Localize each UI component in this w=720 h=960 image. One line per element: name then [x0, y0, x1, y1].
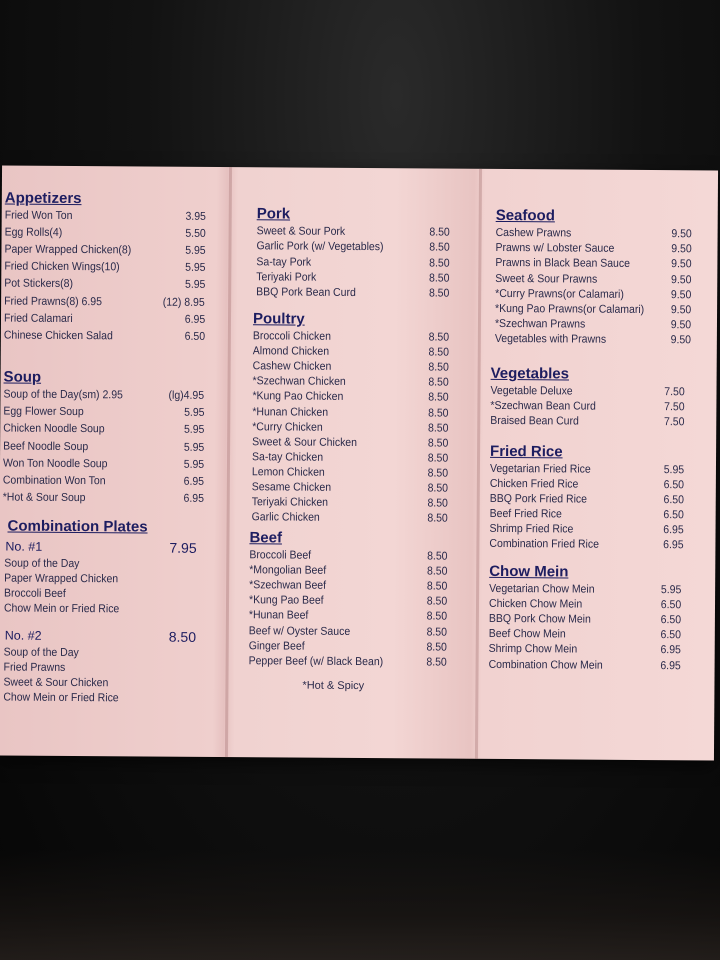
menu-item-name: Fried Won Ton	[4, 209, 73, 223]
chow-mein-title: Chow Mein	[489, 562, 569, 581]
menu-item-price: (12) 8.95	[163, 296, 206, 309]
menu-item-name: *Szechwan Bean Curd	[490, 400, 596, 413]
menu-item-name: Shrimp Chow Mein	[488, 643, 578, 656]
combo-plate-label: No. #2	[4, 628, 42, 643]
combo-plate-item: Broccoli Beef	[4, 587, 66, 600]
menu-item-name: Chicken Noodle Soup	[3, 422, 105, 436]
menu-item-price: 6.95	[660, 644, 681, 657]
menu-item-name: Beef w/ Oyster Sauce	[248, 624, 351, 638]
soup-title: Soup	[3, 368, 42, 386]
menu-item-name: BBQ Pork Bean Curd	[256, 286, 356, 300]
appetizers-title: Appetizers	[4, 189, 82, 208]
seafood-title: Seafood	[495, 206, 555, 225]
menu-item-name: *Curry Prawns(or Calamari)	[495, 287, 624, 301]
menu-item-price: 5.95	[184, 262, 206, 275]
menu-item-name: Beef Noodle Soup	[3, 440, 89, 453]
menu-item-name: Vegetarian Fried Rice	[489, 462, 591, 476]
menu-item-name: *Szechwan Beef	[249, 579, 327, 592]
menu-item-name: Garlic Pork (w/ Vegetables)	[256, 240, 384, 254]
menu-item-price: 6.50	[663, 494, 684, 507]
menu-item-price: 7.50	[664, 386, 685, 399]
menu-item-name: Sa-tay Pork	[256, 255, 312, 269]
menu-item-name: Fried Prawns(8) 6.95	[4, 295, 103, 308]
menu-item-price: 6.95	[183, 492, 204, 506]
menu-item-name: Almond Chicken	[252, 345, 330, 358]
menu-item-price: 8.50	[427, 437, 449, 450]
menu-item-price: 9.50	[670, 304, 692, 317]
menu-item-price: 6.95	[184, 313, 206, 326]
poultry-title: Poultry	[252, 310, 305, 328]
menu-item-name: Egg Flower Soup	[3, 405, 84, 419]
menu-item-price: 8.50	[427, 512, 448, 525]
pork-title: Pork	[256, 205, 291, 223]
menu-item-name: Fried Chicken Wings(10)	[4, 260, 120, 274]
menu-item-name: Sa-tay Chicken	[251, 451, 324, 464]
menu-item-name: *Szechwan Prawns	[494, 318, 586, 331]
menu-item-price: 6.95	[660, 659, 681, 672]
menu-item-name: *Szechwan Chicken	[252, 375, 346, 389]
menu-item-name: Shrimp Fried Rice	[489, 522, 574, 536]
menu-item-price: 6.95	[183, 475, 204, 488]
menu-item-name: Beef Chow Mein	[488, 628, 566, 641]
combination-plates-title: Combination Plates	[7, 517, 148, 536]
combo-plate-item: Paper Wrapped Chicken	[4, 572, 119, 586]
menu-item-price: 9.50	[671, 243, 692, 256]
menu-item-price: 6.95	[662, 539, 684, 552]
menu-item-name: Ginger Beef	[248, 639, 305, 653]
beef-title: Beef	[249, 529, 283, 547]
menu-item-name: Broccoli Chicken	[252, 330, 331, 343]
menu-item-name: Chinese Chicken Salad	[3, 329, 113, 342]
menu-item-price: 5.50	[185, 227, 206, 241]
menu-item-price: 8.50	[428, 331, 449, 344]
combo-plate-item: Chow Mein or Fried Rice	[3, 602, 120, 616]
menu-item-price: 8.50	[426, 625, 447, 639]
combo-plate-item: Sweet & Sour Chicken	[3, 676, 109, 690]
menu-item-name: Won Ton Noodle Soup	[2, 457, 108, 471]
menu-item-price: 6.50	[660, 599, 682, 612]
menu-item-name: Prawns w/ Lobster Sauce	[495, 242, 615, 255]
menu-item-name: Pot Stickers(8)	[4, 277, 74, 291]
menu-item-name: Vegetables with Prawns	[494, 333, 607, 347]
menu-item-price: 5.95	[663, 464, 684, 477]
menu-item-name: Prawns in Black Bean Sauce	[495, 257, 631, 271]
menu-item-price: 8.50	[428, 361, 449, 374]
menu-item-price: 8.50	[427, 497, 448, 510]
menu-item-price: 8.50	[427, 452, 449, 465]
menu-item-price: 6.50	[663, 509, 684, 522]
menu-item-price: 8.50	[428, 376, 449, 389]
menu-item-name: Combination Chow Mein	[488, 658, 603, 672]
menu-item-price: 8.50	[427, 467, 448, 480]
menu-item-price: 8.50	[429, 226, 450, 239]
menu-item-name: Sesame Chicken	[251, 481, 332, 494]
menu-item-name: Vegetarian Chow Mein	[489, 582, 595, 596]
menu-item-price: 6.50	[660, 614, 681, 627]
menu-item-price: 5.95	[184, 279, 206, 292]
menu-item-price: 5.95	[183, 458, 205, 471]
menu-item-name: Chicken Chow Mein	[488, 598, 583, 611]
menu-item-name: Soup of the Day(sm) 2.95	[3, 388, 123, 402]
menu-item-name: *Hot & Sour Soup	[2, 491, 86, 505]
menu-item-name: BBQ Pork Chow Mein	[488, 613, 591, 626]
menu-item-name: Paper Wrapped Chicken(8)	[4, 243, 132, 257]
menu-item-price: 8.50	[426, 595, 448, 608]
menu-item-price: 8.50	[427, 406, 449, 420]
combo-plate-item: Fried Prawns	[3, 661, 66, 674]
menu-item-price: 8.50	[426, 641, 447, 654]
menu-item-price: 8.50	[426, 656, 447, 669]
menu-item-name: *Kung Pao Prawns(or Calamari)	[495, 302, 645, 316]
menu-item-name: Fried Calamari	[3, 312, 73, 325]
combo-plate-item: Soup of the Day	[3, 646, 79, 660]
menu-item-price: 6.50	[663, 479, 684, 492]
menu-item-name: Combination Fried Rice	[489, 537, 599, 551]
menu-item-price: 8.50	[428, 287, 450, 300]
menu-item-name: Sweet & Sour Prawns	[495, 272, 598, 286]
menu-item-name: Lemon Chicken	[251, 466, 325, 479]
menu-item-price: 5.95	[660, 584, 682, 597]
menu-item-price: 8.50	[427, 482, 448, 495]
menu-item-name: Teriyaki Pork	[256, 271, 317, 284]
menu-item-price: 5.95	[183, 406, 205, 420]
menu-item-name: Sweet & Sour Pork	[256, 225, 346, 238]
menu-item-price: 3.95	[185, 210, 206, 223]
combo-plate-price: 8.50	[168, 628, 197, 645]
menu-item-name: Beef Fried Rice	[489, 507, 562, 521]
menu-item-price: 7.50	[663, 401, 685, 414]
menu-item-price: 9.50	[670, 334, 691, 347]
menu-item-price: 7.50	[663, 416, 685, 429]
menu-panel-right	[478, 169, 718, 761]
menu-item-name: *Kung Pao Beef	[248, 594, 324, 608]
menu-item-name: Sweet & Sour Chicken	[252, 435, 358, 449]
menu-item-name: *Hunan Chicken	[252, 405, 329, 419]
menu-item-price: 8.50	[426, 565, 448, 578]
menu-panel-left	[0, 166, 230, 758]
menu-item-name: Broccoli Beef	[249, 549, 312, 562]
menu-item-price: 5.95	[183, 424, 205, 437]
menu-item-price: 8.50	[426, 580, 448, 593]
menu-item-name: *Hunan Beef	[248, 609, 309, 623]
menu-item-price: 6.95	[663, 524, 684, 537]
menu-item-name: Pepper Beef (w/ Black Bean)	[248, 654, 384, 668]
menu-item-price: 8.50	[428, 346, 449, 359]
menu-item-price: 8.50	[428, 257, 450, 270]
menu-item-name: BBQ Pork Fried Rice	[489, 492, 588, 506]
menu-item-name: Vegetable Deluxe	[490, 384, 573, 398]
menu-item-price: 8.50	[429, 241, 450, 254]
floor-shadow	[0, 850, 720, 960]
fried-rice-title: Fried Rice	[490, 442, 563, 461]
combo-plate-item: Soup of the Day	[4, 557, 80, 571]
menu-sheet	[0, 166, 718, 761]
combo-plate-item: Chow Mein or Fried Rice	[3, 691, 119, 705]
menu-item-name: Combination Won Ton	[2, 474, 106, 488]
menu-item-price: 9.50	[670, 258, 692, 271]
menu-item-name: Teriyaki Chicken	[251, 496, 329, 509]
menu-item-price: (lg)4.95	[168, 389, 205, 402]
menu-item-price: 8.50	[428, 272, 450, 285]
menu-item-price: 9.50	[671, 228, 692, 241]
vegetables-title: Vegetables	[490, 364, 570, 383]
combo-plate-label: No. #1	[5, 539, 43, 554]
menu-item-price: 5.95	[185, 244, 206, 258]
menu-item-price: 9.50	[670, 273, 692, 286]
menu-item-price: 8.50	[426, 550, 448, 563]
menu-item-price: 8.50	[428, 391, 449, 405]
menu-item-name: *Mongolian Beef	[249, 564, 327, 577]
menu-item-price: 6.50	[184, 330, 205, 343]
combo-plate-price: 7.95	[169, 539, 197, 556]
menu-item-price: 8.50	[426, 610, 447, 624]
menu-item-name: Egg Rolls(4)	[4, 226, 63, 240]
menu-item-price: 5.95	[183, 441, 205, 454]
menu-item-price: 9.50	[670, 288, 692, 302]
menu-item-name: Chicken Fried Rice	[489, 477, 579, 491]
menu-item-name: *Kung Pao Chicken	[252, 390, 344, 404]
menu-item-price: 9.50	[670, 319, 692, 332]
menu-item-name: Cashew Prawns	[495, 226, 572, 240]
hot-spicy-note: *Hot & Spicy	[302, 679, 365, 693]
menu-item-name: Cashew Chicken	[252, 360, 332, 373]
menu-item-name: Garlic Chicken	[251, 511, 320, 524]
menu-item-price: 8.50	[427, 422, 449, 435]
menu-panel-middle	[228, 167, 480, 759]
menu-item-name: Braised Bean Curd	[490, 415, 579, 428]
menu-item-name: *Curry Chicken	[252, 420, 323, 434]
menu-item-price: 6.50	[660, 629, 681, 642]
